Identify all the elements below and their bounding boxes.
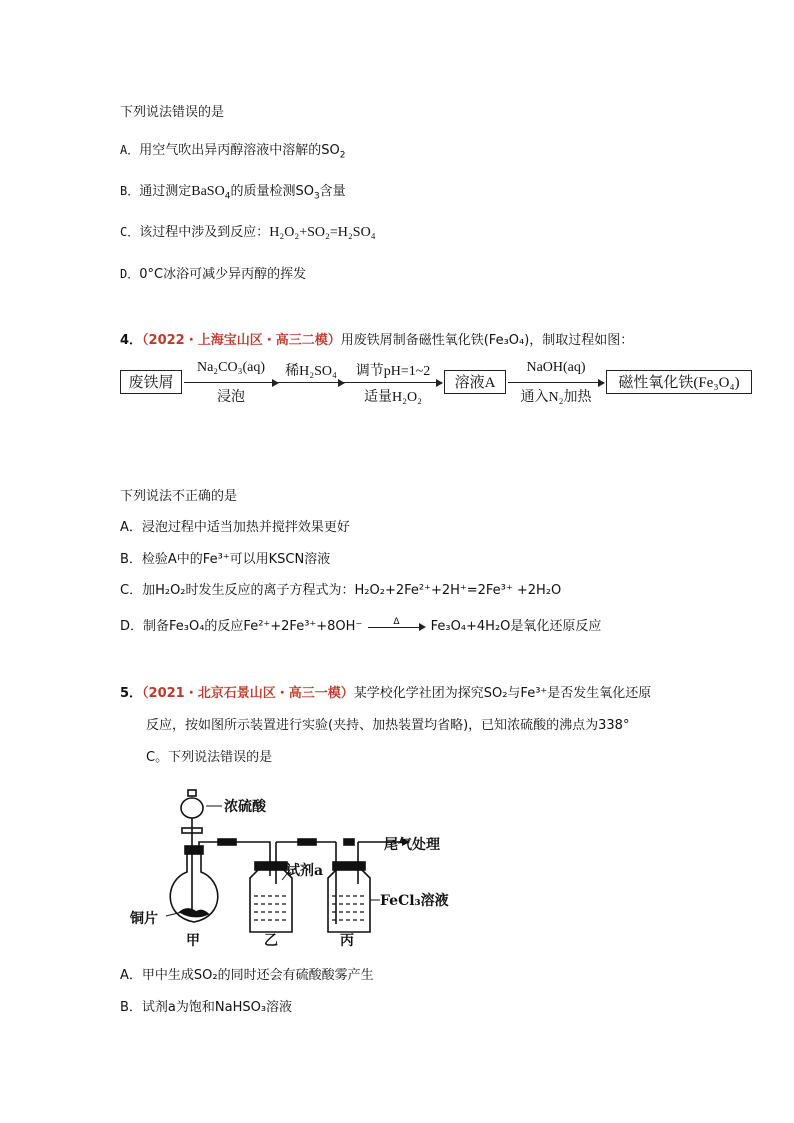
label-conc-sulfuric-acid: 浓硫酸: [224, 799, 266, 815]
flow-arrow-3: [344, 382, 442, 383]
q5-stem-line1: 5．（2021・北京石景山区・高三一模）某学校化学社团为探究SO₂与Fe³⁺是否发生氧化还原: [120, 686, 652, 701]
flow-arrow1-bottom: 浸泡: [217, 390, 245, 405]
q4-flow-diagram: [118, 360, 758, 414]
flow-box-iron-scrap: 废铁屑: [120, 370, 182, 394]
q5-stem-line2: 反应，按如图所示装置进行实验(夹持、加热装置均省略)，已知浓硫酸的沸点为338°: [146, 718, 630, 733]
q3-option-b: B．通过测定BaSO$_4$的质量检测$SO_3$含量: [120, 184, 346, 202]
flow-arrow4-bottom: 通入N₂加热: [520, 390, 592, 405]
q5-apparatus-diagram: [130, 784, 460, 949]
label-copper: 铜片: [130, 911, 158, 927]
reaction-arrow: Δ: [366, 620, 426, 634]
q4-option-c: C．加H₂O₂时发生反应的离子方程式为：H₂O₂+2Fe²⁺+2H⁺=2Fe³⁺ +2H₂O: [120, 583, 562, 598]
flow-arrow3-bottom: 适量H₂O₂: [364, 390, 422, 405]
label-bing: 丙: [340, 933, 354, 949]
label-reagent-a: 试剂a: [286, 863, 324, 879]
flow-arrow-1: [184, 382, 278, 383]
flow-arrow3-top: 调节pH=1~2: [355, 364, 431, 379]
label-yi: 乙: [264, 933, 278, 949]
flow-box-solution-a: 溶液A: [444, 370, 506, 394]
q4-stem2: 下列说法不正确的是: [120, 489, 238, 504]
q5-option-b: B．试剂a为饱和NaHSO₃溶液: [120, 1000, 293, 1015]
q4-option-d: D．制备Fe₃O₄的反应Fe²⁺+2Fe³⁺+8OH⁻ Δ Fe₃O₄+4H₂O是氧化还原反应: [120, 616, 602, 634]
flow-arrow4-top: NaOH(aq): [526, 360, 586, 375]
q5-source: （2021・北京石景山区・高三一模）: [142, 686, 354, 701]
label-tail-gas: 尾气处理: [384, 837, 440, 853]
q4-option-b: B．检验A中的Fe³⁺可以用KSCN溶液: [120, 552, 331, 567]
q3-stem: 下列说法错误的是: [120, 105, 225, 120]
label-fecl3-solution: FeCl₃溶液: [380, 893, 449, 909]
q3-option-d: D．0°C冰浴可减少异丙醇的挥发: [120, 267, 307, 282]
flow-box-magnetite: 磁性氧化铁(Fe₃O₄): [606, 370, 752, 394]
q3-option-a: A．用空气吹出异丙醇溶液中溶解的$SO_2$: [120, 143, 346, 161]
q4-option-a: A．浸泡过程中适当加热并搅拌效果更好: [120, 520, 350, 535]
q3-option-c: C．该过程中涉及到反应：H₂O₂+SO₂=H₂SO₄: [120, 225, 376, 240]
flow-arrow-2: [278, 382, 344, 383]
q5-option-a: A．甲中生成SO₂的同时还会有硫酸酸雾产生: [120, 968, 374, 983]
label-jia: 甲: [186, 933, 200, 949]
flow-arrow1-top: Na₂CO₃(aq): [196, 360, 266, 375]
q4-stem: 4．（2022・上海宝山区・高三二模）用废铁屑制备磁性氧化铁(Fe₃O₄)，制取过程如图：: [120, 333, 634, 348]
flow-arrow-4: [508, 382, 604, 383]
q4-source: （2022・上海宝山区・高三二模）: [142, 333, 341, 348]
flow-arrow2-top: 稀H₂SO₄: [285, 364, 337, 379]
q5-stem-line3: C。下列说法错误的是: [146, 750, 273, 765]
